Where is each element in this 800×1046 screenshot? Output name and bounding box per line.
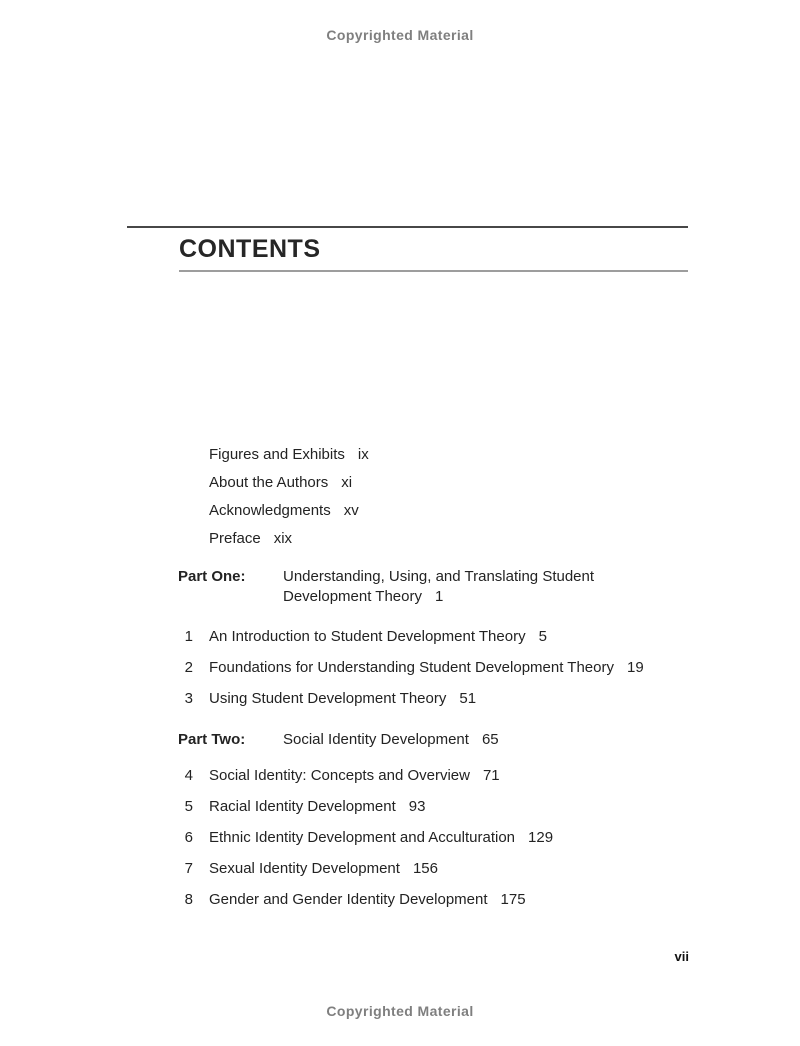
toc-entry-page: ix <box>357 446 369 463</box>
chapter-page: 156 <box>412 860 438 877</box>
toc-entry-label: About the Authors <box>209 474 329 491</box>
toc-entry <box>209 441 369 469</box>
chapter-title: An Introduction to Student Development Theory <box>209 628 526 645</box>
chapter-number: 5 <box>184 798 193 815</box>
toc-entry-label: Preface <box>209 530 261 547</box>
chapter-title: Foundations for Understanding Student Development Theory <box>209 659 614 676</box>
page-number-folio: vii <box>674 949 689 964</box>
chapter-number: 8 <box>184 891 193 908</box>
toc-entry-page: xv <box>343 502 359 519</box>
copyright-notice-top: Copyrighted Material <box>326 27 474 43</box>
chapter-entry <box>180 853 553 884</box>
part-heading-two <box>178 730 499 750</box>
chapter-entry <box>180 884 553 915</box>
heading-rule-top <box>127 226 688 228</box>
chapter-number: 2 <box>184 659 193 676</box>
chapter-entry <box>180 621 644 652</box>
chapter-number: 6 <box>184 829 193 846</box>
chapter-entry <box>180 791 553 822</box>
part-title: Social Identity Development 65 <box>283 731 499 748</box>
chapter-title: Using Student Development Theory <box>209 690 447 707</box>
front-matter-list <box>209 441 369 553</box>
toc-entry <box>209 469 369 497</box>
part-title: Understanding, Using, and Translating Student Development Theory 1 <box>283 568 595 605</box>
page-title: CONTENTS <box>179 235 321 263</box>
chapter-title: Ethnic Identity Development and Acculturation <box>209 829 516 846</box>
chapter-number: 7 <box>184 860 193 877</box>
part-label: Part Two: <box>178 731 246 748</box>
toc-entry-label: Figures and Exhibits <box>209 446 345 463</box>
toc-entry <box>209 497 369 525</box>
toc-entry-page: xix <box>273 530 293 547</box>
heading-rule-bottom <box>179 270 688 272</box>
toc-entry-page: xi <box>341 474 353 491</box>
toc-entry-label: Acknowledgments <box>209 502 331 519</box>
chapter-number: 1 <box>184 628 193 645</box>
chapter-entry <box>180 822 553 853</box>
part-heading-one <box>178 567 628 606</box>
chapter-entry <box>180 683 644 714</box>
chapter-page: 19 <box>626 659 644 676</box>
part-label: Part One: <box>178 568 246 585</box>
chapter-number: 3 <box>184 690 193 707</box>
chapter-entry <box>180 760 553 791</box>
chapter-title: Sexual Identity Development <box>209 860 400 877</box>
chapter-title: Gender and Gender Identity Development <box>209 891 488 908</box>
chapter-page: 71 <box>482 767 500 784</box>
chapter-title: Racial Identity Development <box>209 798 396 815</box>
chapter-list-part-two <box>180 760 553 915</box>
chapter-page: 175 <box>500 891 526 908</box>
chapter-list-part-one <box>180 621 644 714</box>
chapter-page: 5 <box>538 628 547 645</box>
chapter-entry <box>180 652 644 683</box>
copyright-notice-bottom: Copyrighted Material <box>326 1003 474 1019</box>
part-page: 1 <box>434 587 444 605</box>
chapter-number: 4 <box>184 767 193 784</box>
part-page: 65 <box>481 731 499 748</box>
chapter-page: 93 <box>408 798 426 815</box>
chapter-title: Social Identity: Concepts and Overview <box>209 767 470 784</box>
toc-entry <box>209 525 369 553</box>
chapter-page: 51 <box>459 690 477 707</box>
chapter-page: 129 <box>528 829 554 846</box>
